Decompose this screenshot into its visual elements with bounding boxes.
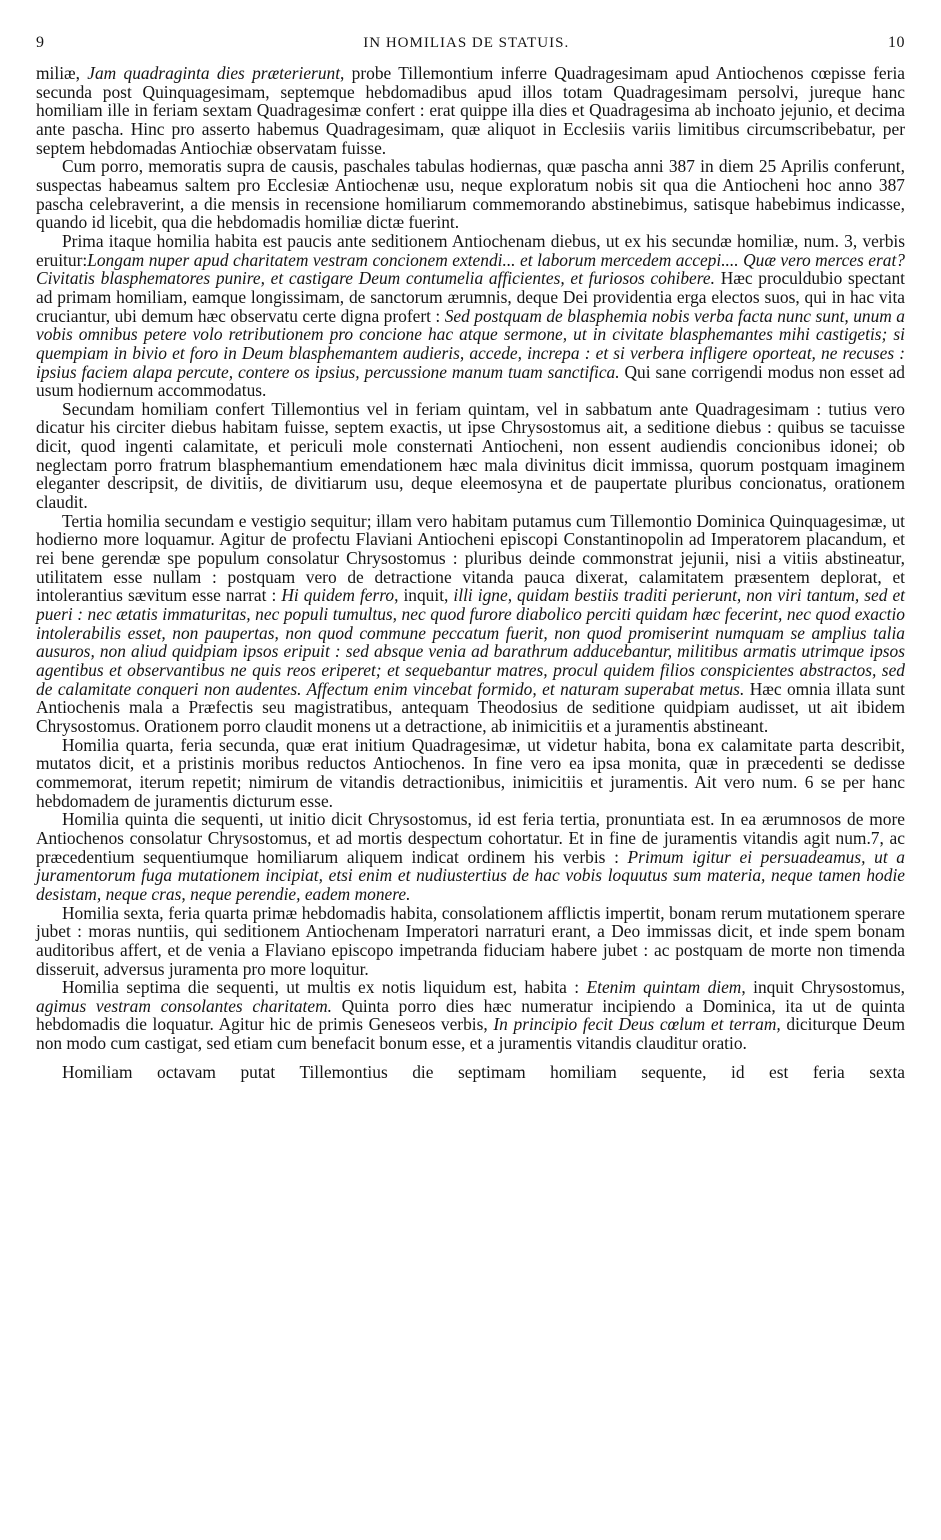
paragraph — [36, 904, 905, 979]
italic-run: illi igne, quidam bestiis traditi perierunt, non viri tantum, sed et pueri : nec ætatis immaturitas, nec populi tumultus, nec quod furore diabolico perciti quidam hæc fecerint, nec quod exactio intolerabilis esset, non paupertas, non quod commune peccatum fuerit, non quod promiserint numquam se amplius talia ausuros, non aliud quidpiam ipsos eripuit : sed absque venia ad barathrum adducebantur, militibus armatis utrimque ipsos agentibus et observantibus ne quis reos eriperet; et sequebantur matres, procul quidem filios conspicientes abstractos, sed de calamitate conqueri non audentes. Affectum enim vincebat formido, et naturam superabat metus. — [36, 585, 905, 699]
paragraph — [36, 978, 905, 1053]
paragraph — [36, 157, 905, 232]
text-run: Qui sane corrigendi modus non esset ad usum hodiernum accommodatus. — [36, 361, 905, 401]
text-run: Hæc omnia illata sunt Antiochenis mala a Præfectis seu magistratibus, antequam Theodosius de seditione quidpiam audisset, ut ait ibidem Chrysostomus. Orationem porro claudit monens ut a detractione, ab inimicitiis et a juramentis abstineant. — [36, 678, 905, 736]
paragraph — [36, 232, 905, 400]
text-run: Homilia quinta die sequenti, ut initio dicit Chrysostomus, id est feria tertia, pronuntiata est. In ea ærumnosos de more Antiochenos consolatur Chrysostomus, et ad mortis despectum cohortatur. Et in fine de juramentis vitandis agit num.7, ac præcedentium sequentiumque homiliarum aliquem indicat ordinem his verbis : — [36, 809, 905, 867]
italic-run: agimus vestram consolantes charitatem. — [36, 995, 333, 1016]
text-run: , probe Tillemontium inferre Quadragesimam apud Antiochenos cœpisse feria secunda post Quinquagesimam, septemque hebdomadibus apud illos totam Quadragesimam persolvi, jureque hanc homiliam ille in feriam sextam Quadragesimæ confert : erat quippe illa dies et Quadragesima ab inchoato jejunio, et decima ante pascha. Hinc pro asserto habemus Quadragesimam, quæ aliquot in Ecclesiis variis limitibus circumscribebatur, per septem hebdomadas Antiochiæ observatam fuisse. — [36, 63, 905, 158]
text-run: Tertia homilia secundam e vestigio sequitur; illam vero habitam putamus cum Tillemontio Dominica Quinquagesimæ, ut hodierno more loquamur. Agitur de profectu Flaviani Antiocheni episcopi Constantinopolin ad Imperatorem placandum, et rei bene gerendæ spe populum consolatur Chrysostomus : pluribus deinde commonstrat jejunii, nisi a vitiis abstineatur, utilitatem esse nullam : postquam vero de detractione vitanda pauca dixerat, calamitatem præsentem deplorat, et intolerantius sævitum esse narrat : — [36, 510, 905, 606]
text-run: Homilia sexta, feria quarta primæ hebdomadis habita, consolationem afflictis impertit, bonam rerum mutationem sperare jubet : moras nuntiis, qui seditionem Antiochenam Imperatori narraturi erant, a Deo immissas dicit, et inde spem bonam auditoribus affert, et de venia a Flaviano episcopo impetranda fiduciam habere jubet : ac postquam de morte non timenda disseruit, adversus juramenta pro more loquitur. — [36, 902, 905, 979]
right-page-number: 10 — [888, 34, 905, 51]
paragraph — [36, 400, 905, 512]
page — [36, 34, 905, 1081]
text-run: , inquit Chrysostomus, — [741, 977, 905, 998]
italic-run: Etenim quintam diem — [586, 977, 742, 998]
body-text — [36, 64, 905, 1053]
italic-run: Hi quidem ferro — [281, 585, 395, 606]
paragraph — [36, 64, 905, 157]
text-run: Hæc proculdubio spectant ad primam homiliam, eamque longissimam, de sanctorum ærumnis, deque Dei providentia erga electos suos, qui in hac vita cruciantur, ubi demum hæc observatu certe digna profert : — [36, 268, 905, 326]
text-run: Cum porro, memoratis supra de causis, paschales tabulas hodiernas, quæ pascha anni 387 in diem 25 Aprilis conferunt, suspectas habeamus saltem pro Ecclesiæ Antiochenæ usu, neque exploratum nobis sit qua die Antiocheni hoc anno 387 pascha celebraverint, a die mensis in recensione homiliarum commemorando abstinebimus, satisque habebimus indicasse, quando id licebit, qua die hebdomadis homiliæ dictæ fuerint. — [36, 156, 905, 233]
italic-run: Longam nuper apud charitatem vestram concionem extendi... et laborum mercedem accepi.... Quæ vero merces erat? Civitatis blasphematores punire, et castigare Deum contumelia afficientes, et furiosos cohibere. — [36, 249, 905, 289]
text-run: Secundam homiliam confert Tillemontius vel in feriam quintam, vel in sabbatum ante Quadragesimam : tutius vero dicatur his circiter diebus habitam fuisse, septem exactis, ut ipse Chrysostomus ait, a seditione diebus : quibus se tacuisse dicit, quod ingenti calamitate, et periculi mole consternati Antiocheni, non essent audiendis concionibus idonei; ob neglectam porro fratrum blasphemantium emendationem hæc mala divinitus dicit immissa, quorum postquam imaginem eleganter descripsit, de divitiis, de divitiarum usu, deque eleemosyna et de paupertate pluribus concionatus, orationem claudit. — [36, 398, 905, 513]
text-run: Quinta porro dies hæc numeratur incipiendo a Dominica, ita ut de quinta hebdomadis die loquatur. Agitur hic de primis Geneseos verbis, — [36, 995, 906, 1035]
left-page-number: 9 — [36, 34, 45, 51]
italic-run: Primum igitur ei persuadeamus, ut a juramentorum fuga mutationem incipiat, etsi enim et nudiustertius de hac vobis loquutus sum materia, neque tamen hodie desistam, neque cras, neque perendie, eadem monere. — [36, 846, 905, 904]
paragraph — [36, 1063, 905, 1082]
text-run: Homilia quarta, feria secunda, quæ erat initium Quadragesimæ, ut videtur habita, bona ex calamitate parta describit, mutatos dicit, et a pristinis moribus reductos Antiochenos. In fine vero ea ipsa monita, quæ in præcedenti se dedisse commemorat, iterum repetit; nimirum de vitandis detractionibus, inimicitiis et juramentis. Ait vero num. 6 se per hanc hebdomadem de juramentis dicturum esse. — [36, 734, 905, 811]
paragraph — [36, 512, 905, 736]
running-header — [36, 34, 905, 58]
text-run: miliæ, — [36, 63, 88, 83]
text-run: , inquit, — [394, 585, 454, 606]
text-run: Homilia septima die sequenti, ut multis ex notis liquidum est, habita : — [62, 977, 587, 998]
final-line-block — [36, 1063, 905, 1082]
paragraph — [36, 736, 905, 811]
text-run: Homiliam octavam putat Tillemontius die septimam homiliam sequente, id est feria sexta — [62, 1061, 905, 1082]
text-run: Prima itaque homilia habita est paucis ante seditionem Antiochenam diebus, ut ex his secundæ homiliæ, num. 3, verbis eruitur: — [36, 230, 905, 270]
running-title: IN HOMILIAS DE STATUIS. — [363, 35, 570, 51]
paragraph — [36, 810, 905, 903]
italic-run: Jam quadraginta dies præterierunt — [87, 63, 341, 83]
italic-run: Sed postquam de blasphemia nobis verba facta nunc sunt, unum a vobis omnibus petere volo retributionem pro concione hac atque sermone, ut in civitate blasphemantes mihi castigetis; si quempiam in bivio et foro in Deum blasphemantem audieris, accede, increpa : et si verbera infligere oporteat, ne recuses : ipsius faciem alapa percute, contere os ipsius, percussione manum tuam sanctifica. — [36, 305, 906, 382]
text-run: diciturque Deum non modo cum castigat, sed etiam cum benefacit bonum esse, et a juramentis vitandis clauditur oratio. — [36, 1014, 906, 1054]
italic-run: In principio fecit Deus cœlum et terram, — [493, 1014, 781, 1035]
